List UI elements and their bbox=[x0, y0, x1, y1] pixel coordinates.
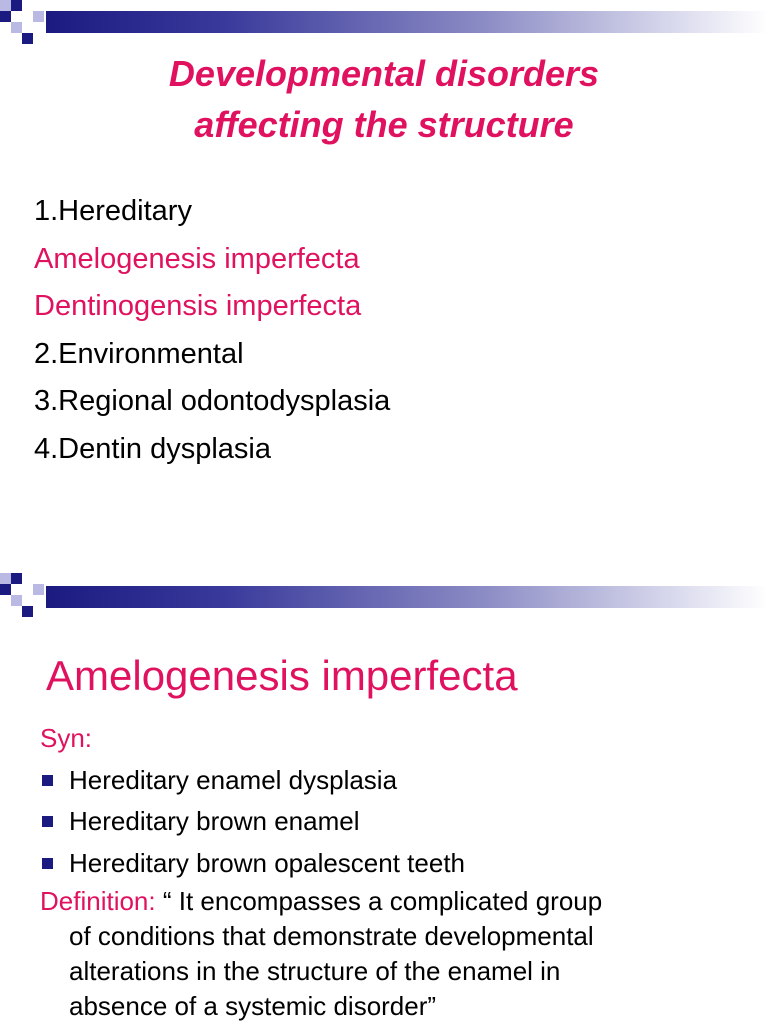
bullet-text: Hereditary brown opalescent teeth bbox=[69, 847, 466, 878]
header-square bbox=[0, 584, 11, 595]
definition-text: alterations in the structure of the enamel in bbox=[69, 956, 561, 986]
header-square bbox=[33, 11, 44, 22]
square-bullet-icon bbox=[42, 775, 53, 786]
list-item: Dentinogensis imperfecta bbox=[34, 290, 362, 322]
header-square bbox=[33, 584, 44, 595]
square-bullet-icon bbox=[42, 816, 53, 827]
list-item bbox=[40, 760, 760, 802]
list-item bbox=[40, 843, 760, 885]
slide-heading: Amelogenesis imperfecta bbox=[46, 652, 518, 699]
definition-paragraph bbox=[40, 884, 760, 919]
header-square bbox=[11, 573, 22, 584]
slide-amelogenesis-imperfecta bbox=[0, 573, 768, 1024]
header-square bbox=[11, 0, 22, 11]
definition-text: “ It encompasses a complicated group bbox=[162, 886, 603, 916]
list-item: 1.Hereditary bbox=[34, 195, 192, 227]
header-gradient-bar bbox=[46, 11, 768, 33]
slide-header-decoration bbox=[0, 0, 768, 50]
slide-header-decoration bbox=[0, 573, 768, 623]
bullet-text: Hereditary brown enamel bbox=[69, 806, 360, 836]
slide-title bbox=[0, 48, 768, 150]
header-square bbox=[0, 11, 11, 22]
slide-divider bbox=[0, 560, 768, 573]
header-square bbox=[0, 0, 11, 11]
definition-text: of conditions that demonstrate developmental bbox=[69, 921, 594, 951]
list-item: Amelogenesis imperfecta bbox=[34, 242, 360, 275]
list-item: 2.Environmental bbox=[34, 337, 244, 370]
title-line-2: affecting the structure bbox=[194, 104, 574, 145]
definition-text: absence of a systemic disorder” bbox=[69, 991, 437, 1021]
header-gradient-bar bbox=[46, 586, 768, 608]
syn-label: Syn: bbox=[40, 723, 93, 753]
title-line-1: Developmental disorders bbox=[168, 53, 600, 94]
list-item: 4.Dentin dysplasia bbox=[34, 432, 271, 465]
disorder-list bbox=[34, 188, 390, 473]
header-square bbox=[11, 22, 22, 33]
definition-label: Definition: bbox=[40, 886, 156, 916]
bullet-text: Hereditary enamel dysplasia bbox=[69, 764, 398, 795]
square-bullet-icon bbox=[42, 858, 53, 869]
header-square bbox=[11, 595, 22, 606]
list-item bbox=[40, 801, 760, 843]
header-square bbox=[22, 606, 33, 617]
list-item: 3.Regional odontodysplasia bbox=[34, 385, 391, 417]
slide-body bbox=[40, 718, 760, 1024]
header-square bbox=[0, 573, 11, 584]
header-square bbox=[22, 33, 33, 44]
